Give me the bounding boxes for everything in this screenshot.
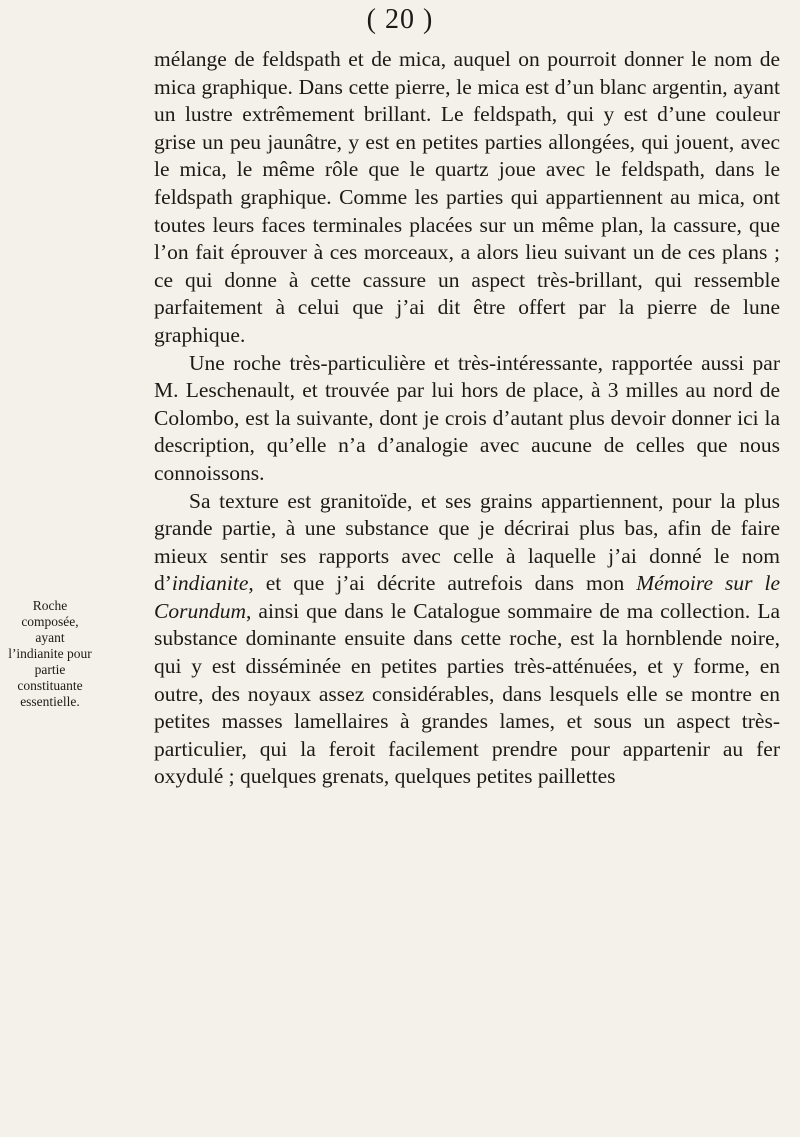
- paragraph-3-text-a: Sa texture est granitoïde, et ses grains appartiennent, pour la plus grande partie, à une substance que je décrirai plus bas, afin de faire mieux sentir ses rapports avec celle à laquelle j’ai donné le nom d’: [154, 488, 780, 596]
- body-text: [154, 46, 780, 791]
- page-number: ( 20 ): [366, 4, 434, 35]
- paragraph-3-text-c: , ainsi que dans le Catalogue sommaire de ma collection. La substance dominante ensuite dans cette roche, est la hornblende noire, qui y est disséminée en petites parties très-atténuées, et y forme, en outre, des noyaux assez considérables, dans lesquels elle se montre en petites masses lamellaires à grandes lames, et sous un aspect très-particulier, qui la feroit facilement prendre pour appartenir au fer oxydulé ; quelques grenats, quelques petites paillettes: [154, 598, 780, 789]
- paragraph-3-text-b: , et que j’ai décrite autrefois dans mon: [248, 571, 637, 596]
- memoir-title: Mémoire sur le Corundum: [154, 571, 780, 623]
- term-indianite: indianite: [171, 571, 249, 596]
- paragraph-2: [154, 350, 780, 488]
- paragraph-2-text: Une roche très-particulière et très-intéressante, rapportée aussi par M. Leschenault, et trouvée par lui hors de place, à 3 milles au nord de Colombo, est la suivante, dont je crois d’autant plus devoir donner ici la description, qu’elle n’a d’analogie avec aucune de celles que nous connoissons.: [154, 350, 780, 485]
- paragraph-1-text: mélange de feldspath et de mica, auquel on pourroit donner le nom de mica graphique. Dans cette pierre, le mica est d’un blanc argentin, ayant un lustre extrêmement brillant. Le feldspath, qui y est d’une couleur grise un peu jaunâtre, y est en petites parties allongées, qui jouent, avec le mica, le même rôle que le quartz joue avec le feldspath, dans le feldspath graphique. Comme les parties qui appartiennent au mica, ont toutes leurs faces terminales placées sur un même plan, la cassure, que l’on fait éprouver à ces morceaux, a alors lieu suivant un de ces plans ; ce qui donne à cette cassure un aspect très-brillant, qui ressemble parfaitement à celui que j’ai dit être offert par la pierre de lune graphique.: [154, 47, 780, 347]
- paragraph-1: [154, 46, 780, 350]
- margin-note: Roche composée, ayant l’indianite pour partie constituante essentielle.: [8, 598, 92, 709]
- paragraph-3: [154, 488, 780, 792]
